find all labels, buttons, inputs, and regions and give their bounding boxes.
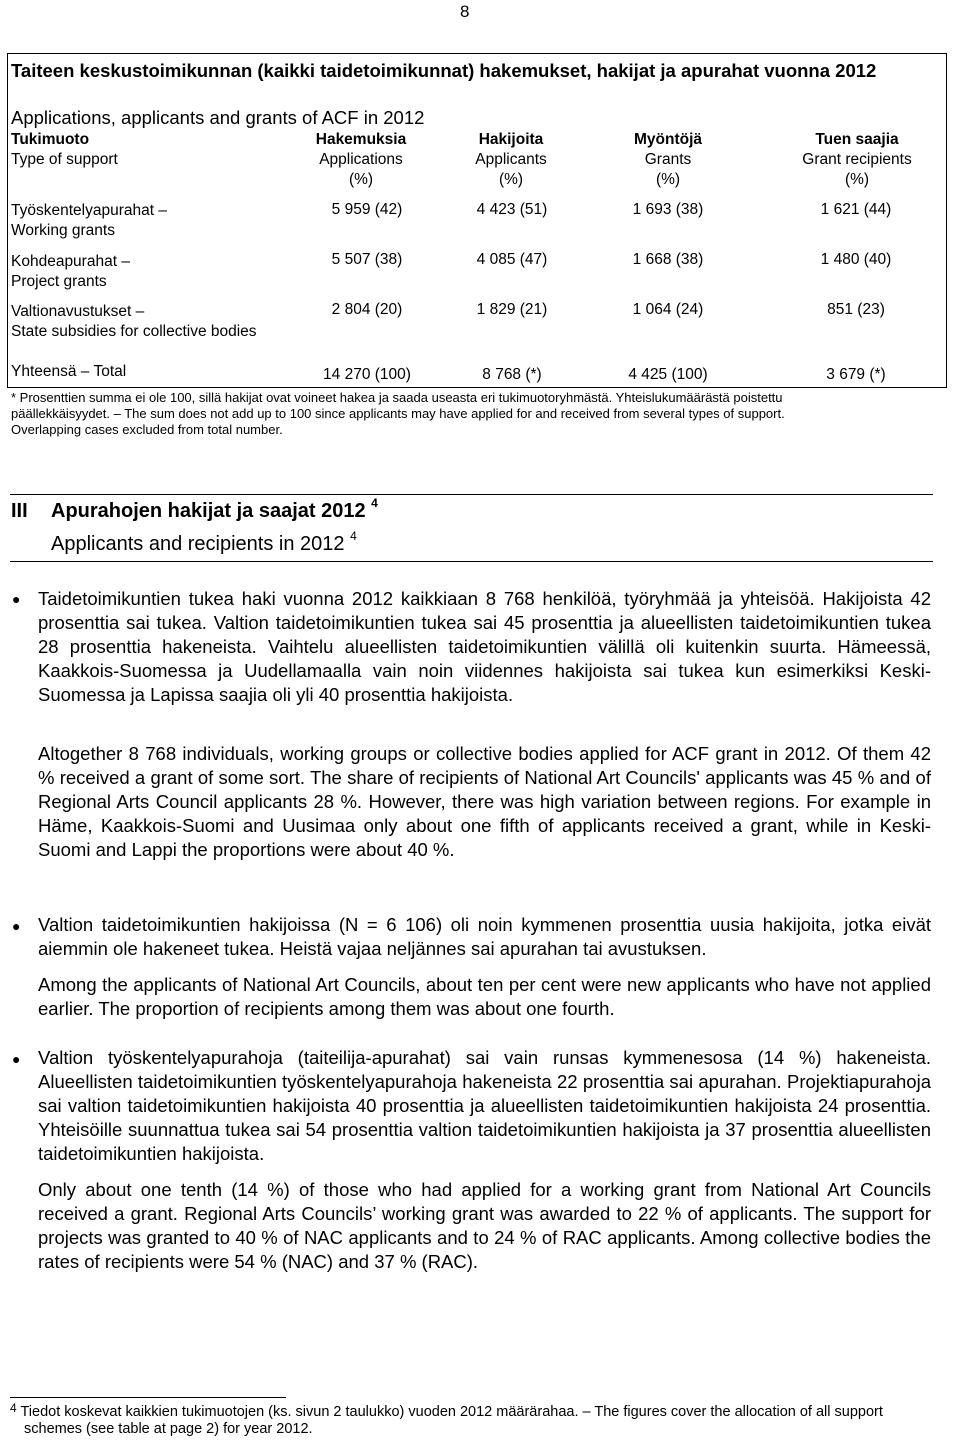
header-unit: (%) bbox=[655, 171, 681, 188]
table-cell: 5 959 (42) bbox=[331, 201, 403, 218]
table-title: Taiteen keskustoimikunnan (kaikki taidetoimikunnat) hakemukset, hakijat ja apurahat vuonna 2012 bbox=[11, 60, 877, 81]
row-label-en: Working grants bbox=[11, 222, 115, 239]
footnote-ref: 4 bbox=[371, 496, 378, 510]
paragraph-fi: Valtion taidetoimikuntien hakijoissa (N = 6 106) oli noin kymmenen prosenttia uusia hakijoita, jotka eivät aiemmin ole hakeneet tukea. Heistä vajaa neljännes sai apurahan tai avustuksen. bbox=[38, 914, 931, 960]
header-applicants bbox=[436, 130, 586, 190]
table-cell: 2 804 (20) bbox=[331, 301, 403, 318]
footnote-rule bbox=[10, 1397, 286, 1398]
bullet-icon: ● bbox=[12, 918, 21, 934]
header-unit: (%) bbox=[844, 171, 870, 188]
bullet-icon: ● bbox=[12, 591, 21, 607]
header-fi: Hakijoita bbox=[478, 131, 544, 148]
header-grants bbox=[593, 130, 743, 190]
header-en: Grants bbox=[644, 151, 692, 168]
section-number: III bbox=[11, 500, 28, 522]
table-note-line: * Prosenttien summa ei ole 100, sillä hakijat ovat voineet hakea ja saada useasta eri tukimuotoryhmästä. Yhteislukumäärästä poistettu bbox=[11, 390, 783, 405]
table-cell: 4 423 (51) bbox=[476, 201, 548, 218]
row-label-en: State subsidies for collective bodies bbox=[11, 323, 257, 340]
row-label-fi: Valtionavustukset – bbox=[11, 303, 145, 320]
table-cell: 851 (23) bbox=[827, 301, 885, 318]
paragraph-en: Altogether 8 768 individuals, working groups or collective bodies applied for ACF grant in 2012. Of them 42 % received a grant of some sort. The share of recipients of National Art Councils' applicants was 45 % and of Regional Arts Council applicants 28 %. However, there was high variation between regions. For example in Häme, Kaakkois-Suomi and Uusimaa only about one fifth of applicants received a grant, while in Keski-Suomi and Lappi the proportions were about 40 %. bbox=[38, 743, 931, 861]
bullet-icon: ● bbox=[12, 1051, 21, 1067]
row-label-fi: Työskentelyapurahat – bbox=[11, 202, 167, 219]
section-top-rule bbox=[10, 494, 933, 495]
row-label-en: Project grants bbox=[11, 273, 107, 290]
table-cell: 1 668 (38) bbox=[632, 251, 704, 268]
section-subtitle bbox=[51, 529, 357, 556]
section-title-text: Apurahojen hakijat ja saajat 2012 bbox=[51, 500, 366, 522]
table-cell: 1 621 (44) bbox=[820, 201, 892, 218]
total-cell: 8 768 (*) bbox=[482, 366, 542, 383]
page-number: 8 bbox=[460, 2, 470, 21]
total-cell: 4 425 (100) bbox=[628, 366, 708, 383]
row-label-project-grants bbox=[11, 252, 130, 292]
header-fi: Myöntöjä bbox=[633, 131, 703, 148]
header-applications bbox=[286, 130, 436, 190]
table-cell: 1 064 (24) bbox=[632, 301, 704, 318]
paragraph-en: Only about one tenth (14 %) of those who had applied for a working grant from National Art Councils received a grant. Regional Arts Councils’ working grant was awarded to 22 % of applicants. The support for projects was granted to 40 % of NAC applicants and to 24 % of RAC applicants. Among collective bodies the rates of recipients were 54 % (NAC) and 37 % (RAC). bbox=[38, 1179, 931, 1273]
table-note-line: Overlapping cases excluded from total number. bbox=[11, 422, 283, 437]
header-type-of-support bbox=[11, 130, 118, 170]
header-fi: Tukimuoto bbox=[11, 131, 90, 148]
table-cell: 1 480 (40) bbox=[820, 251, 892, 268]
table-subtitle: Applications, applicants and grants of ACF in 2012 bbox=[11, 107, 425, 128]
total-label: Yhteensä – Total bbox=[11, 363, 127, 380]
header-fi: Tuen saajia bbox=[815, 131, 899, 148]
paragraph-fi: Valtion työskentelyapurahoja (taiteilija-apurahat) sai vain runsas kymmenesosa (14 %) hakeneista. Alueellisten taidetoimikuntien työskentelyapurahoja hakeneista 22 prosenttia sai apurahan. Projektiapurahoja sai valtion taidetoimikuntien hakijoista 40 prosenttia ja alueellisten taidetoimikuntien hakijoista 24 prosenttia. Yhteisöille suunnattua tukea sai 54 prosenttia valtion taidetoimikuntien hakijoista ja 37 prosenttia alueellisten taidetoimikuntien hakijoista. bbox=[38, 1047, 931, 1165]
footnote-text: schemes (see table at page 2) for year 2012. bbox=[24, 1421, 313, 1437]
table-cell: 4 085 (47) bbox=[476, 251, 548, 268]
paragraph-en: Among the applicants of National Art Councils, about ten per cent were new applicants who have not applied earlier. The proportion of recipients among them was about one fourth. bbox=[38, 974, 931, 1020]
header-unit: (%) bbox=[498, 171, 524, 188]
header-unit: (%) bbox=[348, 171, 374, 188]
table-note bbox=[11, 390, 941, 438]
section-title bbox=[51, 496, 378, 523]
paragraph-fi: Taidetoimikuntien tukea haki vuonna 2012 kaikkiaan 8 768 henkilöä, työryhmää ja yhteisöä. Hakijoista 42 prosenttia sai tukea. Valtion taidetoimikuntien tukea sai 45 prosenttia ja alueellisten taidetoimikuntien tukea 28 prosenttia hakeneista. Vaihtelu alueellisten taidetoimikuntien välillä oli kuitenkin suurta. Hämeessä, Kaakkois-Suomessa ja Uudellamaalla vain noin viidennes hakijoista sai tukea kun esimerkiksi Keski-Suomessa ja Lapissa saajia oli yli 40 prosenttia hakijoista. bbox=[38, 588, 931, 706]
total-cell: 3 679 (*) bbox=[826, 366, 886, 383]
footnote bbox=[10, 1401, 940, 1438]
row-label-fi: Kohdeapurahat – bbox=[11, 253, 130, 270]
section-bottom-rule bbox=[10, 561, 933, 562]
section-subtitle-text: Applicants and recipients in 2012 bbox=[51, 533, 345, 555]
total-cell: 14 270 (100) bbox=[323, 366, 411, 383]
row-label-working-grants bbox=[11, 201, 167, 241]
header-en: Grant recipients bbox=[802, 151, 912, 168]
table-note-line: päällekkäisyydet. – The sum does not add up to 100 since applicants may have applied for and received from several types of support. bbox=[11, 406, 785, 421]
table-cell: 5 507 (38) bbox=[331, 251, 403, 268]
footnote-mark: 4 bbox=[10, 1401, 17, 1415]
header-en: Type of support bbox=[11, 151, 118, 168]
header-en: Applications bbox=[319, 151, 403, 168]
header-en: Applicants bbox=[475, 151, 547, 168]
footnote-ref: 4 bbox=[350, 529, 357, 543]
row-label-state-subsidies bbox=[11, 302, 257, 342]
table-cell: 1 829 (21) bbox=[476, 301, 548, 318]
header-fi: Hakemuksia bbox=[315, 131, 407, 148]
footnote-text: Tiedot koskevat kaikkien tukimuotojen (ks. sivun 2 taulukko) vuoden 2012 määrärahaa. – The figures cover the allocation of all support bbox=[20, 1404, 883, 1420]
header-grant-recipients bbox=[772, 130, 942, 190]
table-cell: 1 693 (38) bbox=[632, 201, 704, 218]
